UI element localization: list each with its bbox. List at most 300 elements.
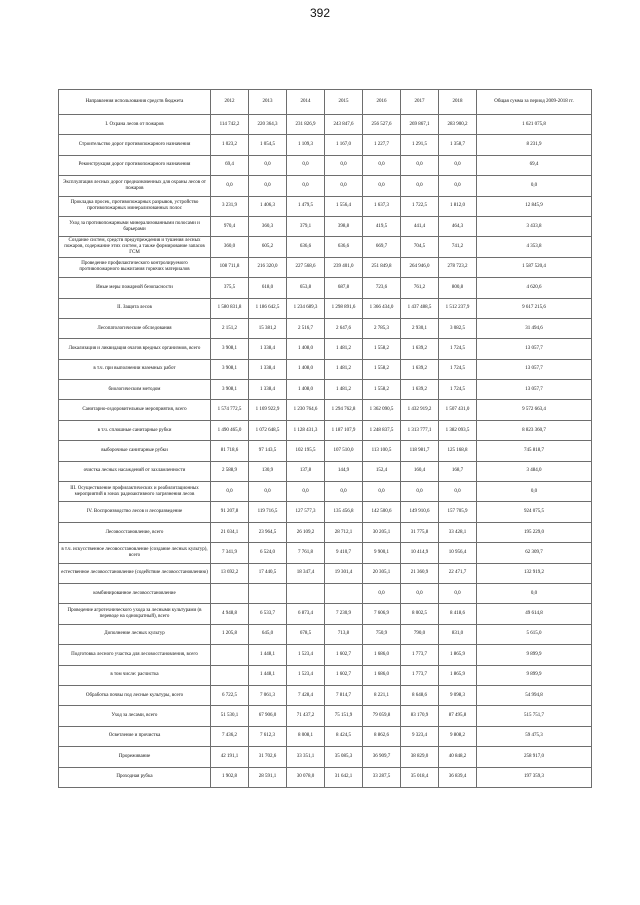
value-cell: 144,9: [325, 461, 363, 481]
value-cell: 1 812,0: [439, 196, 477, 216]
value-cell: 2 785,3: [363, 318, 401, 338]
value-cell: 0,0: [401, 482, 439, 502]
value-cell: 9 410,7: [325, 543, 363, 563]
value-cell: 8 424,5: [325, 726, 363, 746]
value-cell: 149 910,6: [401, 502, 439, 522]
value-cell: 7 606,9: [363, 604, 401, 624]
value-cell: 20 305,1: [363, 563, 401, 583]
value-cell: 636,6: [325, 237, 363, 257]
value-cell: 1 865,9: [439, 645, 477, 665]
value-cell: 1 558,2: [363, 359, 401, 379]
row-label-cell: Подготовка лесного участка для лесовосстановления, всего: [59, 645, 211, 665]
value-cell: 40 848,2: [439, 747, 477, 767]
value-cell: 8 418,6: [439, 604, 477, 624]
value-cell: 1 558,2: [363, 380, 401, 400]
value-cell: 8 823 360,7: [477, 420, 592, 440]
value-cell: 28 712,1: [325, 522, 363, 542]
value-cell: 8 008,1: [287, 726, 325, 746]
value-cell: 13 057,7: [477, 359, 592, 379]
value-cell: 1 558,2: [363, 339, 401, 359]
row-label-cell: Прокладка просек, противопожарных разрывов, устройство противопожарных минерализованных полос: [59, 196, 211, 216]
value-cell: 8 862,6: [363, 726, 401, 746]
value-cell: 1 865,9: [439, 665, 477, 685]
value-cell: 1 248 837,5: [363, 420, 401, 440]
value-cell: 71 437,2: [287, 706, 325, 726]
value-cell: 42 191,1: [211, 747, 249, 767]
value-cell: 741,2: [439, 237, 477, 257]
value-cell: 0,0: [401, 176, 439, 196]
value-cell: 379,1: [287, 216, 325, 236]
value-cell: [325, 583, 363, 603]
value-cell: 1 773,7: [401, 645, 439, 665]
value-cell: 216 320,0: [249, 257, 287, 277]
table-row: [59, 665, 592, 685]
value-cell: 33 428,1: [439, 522, 477, 542]
value-cell: 398,8: [325, 216, 363, 236]
value-cell: 0,0: [249, 482, 287, 502]
table-row: [59, 726, 592, 746]
value-cell: 1 408,0: [287, 359, 325, 379]
value-cell: 0,0: [287, 155, 325, 175]
value-cell: 1 186 642,5: [249, 298, 287, 318]
column-header-direction: Направления использования средств бюджета: [59, 90, 211, 115]
value-cell: 1 724,5: [439, 339, 477, 359]
value-cell: 2 151,2: [211, 318, 249, 338]
value-cell: 13 057,7: [477, 380, 592, 400]
value-cell: [249, 583, 287, 603]
value-cell: 1 639,2: [401, 380, 439, 400]
value-cell: 0,0: [439, 155, 477, 175]
table-row: [59, 339, 592, 359]
value-cell: 1 366 434,0: [363, 298, 401, 318]
row-label-cell: Санитарно-оздоровительные мероприятия, всего: [59, 400, 211, 420]
table-row: [59, 522, 592, 542]
value-cell: 30 205,1: [363, 522, 401, 542]
value-cell: 132 919,2: [477, 563, 592, 583]
value-cell: 687,8: [325, 278, 363, 298]
value-cell: 9 323,4: [401, 726, 439, 746]
value-cell: 750,9: [363, 624, 401, 644]
value-cell: 227 568,6: [287, 257, 325, 277]
value-cell: 119 716,5: [249, 502, 287, 522]
value-cell: 645,0: [249, 624, 287, 644]
value-cell: 135 456,8: [325, 502, 363, 522]
value-cell: 1 169 922,9: [249, 400, 287, 420]
value-cell: 0,0: [439, 176, 477, 196]
value-cell: 1 109,3: [287, 135, 325, 155]
value-cell: 102 195,5: [287, 441, 325, 461]
table-row: [59, 155, 592, 175]
value-cell: 1 187 107,9: [325, 420, 363, 440]
value-cell: 0,0: [249, 155, 287, 175]
value-cell: 1 448,1: [249, 645, 287, 665]
value-cell: 618,0: [249, 278, 287, 298]
value-cell: 0,0: [439, 482, 477, 502]
value-cell: 142 500,6: [363, 502, 401, 522]
value-cell: 59 475,3: [477, 726, 592, 746]
page-number: 392: [309, 6, 331, 20]
value-cell: 7 761,8: [287, 543, 325, 563]
value-cell: 36 839,4: [439, 767, 477, 787]
value-cell: 33 351,1: [287, 747, 325, 767]
value-cell: 10 956,4: [439, 543, 477, 563]
table-row: [59, 706, 592, 726]
value-cell: 9 899,9: [477, 665, 592, 685]
value-cell: 831,0: [439, 624, 477, 644]
table-row: [59, 502, 592, 522]
table-row: [59, 604, 592, 624]
value-cell: 0,0: [401, 583, 439, 603]
table-row: [59, 420, 592, 440]
value-cell: 17 440,5: [249, 563, 287, 583]
value-cell: 1 432 919,2: [401, 400, 439, 420]
table-row: [59, 624, 592, 644]
value-cell: 3 908,1: [211, 380, 249, 400]
row-label-cell: естественное лесовосстановление (содействие лесовосстановлению): [59, 563, 211, 583]
value-cell: 97 143,5: [249, 441, 287, 461]
table-row: [59, 196, 592, 216]
value-cell: 62 309,7: [477, 543, 592, 563]
table-row: [59, 583, 592, 603]
value-cell: 0,0: [477, 482, 592, 502]
value-cell: 7 230,9: [325, 604, 363, 624]
row-label-cell: Обработка почвы под лесные культуры, всего: [59, 685, 211, 705]
value-cell: 515 751,7: [477, 706, 592, 726]
value-cell: 36 909,7: [363, 747, 401, 767]
value-cell: 970,4: [211, 216, 249, 236]
value-cell: 464,3: [439, 216, 477, 236]
value-cell: 4 353,8: [477, 237, 592, 257]
value-cell: 1 637,3: [363, 196, 401, 216]
value-cell: 49 614,8: [477, 604, 592, 624]
value-cell: 83 170,9: [401, 706, 439, 726]
value-cell: 7 612,3: [249, 726, 287, 746]
table-row: [59, 359, 592, 379]
value-cell: 0,0: [363, 155, 401, 175]
row-label-cell: в т.ч. искусственное лесовосстановление (создание лесных культур), всего: [59, 543, 211, 563]
value-cell: 15 381,2: [249, 318, 287, 338]
value-cell: 1 358,7: [439, 135, 477, 155]
value-cell: 3 433,8: [477, 216, 592, 236]
value-cell: 0,0: [287, 176, 325, 196]
table-row: [59, 318, 592, 338]
value-cell: 75 151,9: [325, 706, 363, 726]
column-header-year: 2012: [211, 90, 249, 115]
value-cell: 1 523,4: [287, 645, 325, 665]
column-header-year: 2015: [325, 90, 363, 115]
value-cell: 800,8: [439, 278, 477, 298]
value-cell: 1 587 520,4: [477, 257, 592, 277]
value-cell: 137,8: [287, 461, 325, 481]
value-cell: 3 231,9: [211, 196, 249, 216]
value-cell: 10 414,9: [401, 543, 439, 563]
value-cell: [287, 583, 325, 603]
value-cell: 745 818,7: [477, 441, 592, 461]
row-label-cell: биологическим методом: [59, 380, 211, 400]
value-cell: 0,0: [211, 482, 249, 502]
value-cell: 13 692,2: [211, 563, 249, 583]
value-cell: 197 359,3: [477, 767, 592, 787]
value-cell: 12 845,9: [477, 196, 592, 216]
table-row: [59, 380, 592, 400]
value-cell: 1 686,0: [363, 665, 401, 685]
value-cell: 8 002,5: [401, 604, 439, 624]
value-cell: 9 572 663,4: [477, 400, 592, 420]
value-cell: 251 849,8: [363, 257, 401, 277]
value-cell: 790,0: [401, 624, 439, 644]
value-cell: 6 533,7: [249, 604, 287, 624]
row-label-cell: Реконструкция дорог противопожарного назначения: [59, 155, 211, 175]
value-cell: 1 602,7: [325, 665, 363, 685]
value-cell: 1 724,5: [439, 359, 477, 379]
row-label-cell: III. Осуществление профилактических и реабилитационных мероприятий в зонах радиоактивного загрязнения лесов: [59, 482, 211, 502]
value-cell: 1 523,4: [287, 665, 325, 685]
value-cell: 1 362 090,5: [363, 400, 401, 420]
value-cell: 35 018,4: [401, 767, 439, 787]
table-row: [59, 482, 592, 502]
value-cell: 1 490 465,0: [211, 420, 249, 440]
table-row: [59, 257, 592, 277]
value-cell: 269 867,1: [401, 115, 439, 135]
value-cell: 1 406,3: [249, 196, 287, 216]
value-cell: 1 639,2: [401, 359, 439, 379]
value-cell: 3 908,1: [211, 359, 249, 379]
value-cell: 108 711,8: [211, 257, 249, 277]
value-cell: 21 360,9: [401, 563, 439, 583]
column-header-total: Общая сумма за период 2009-2018 гг.: [477, 90, 592, 115]
value-cell: 1 580 831,8: [211, 298, 249, 318]
table-row: [59, 461, 592, 481]
value-cell: 0,0: [401, 155, 439, 175]
table-row: [59, 176, 592, 196]
value-cell: 79 059,8: [363, 706, 401, 726]
table-header-row: [59, 90, 592, 115]
value-cell: 0,0: [211, 176, 249, 196]
value-cell: 2 930,1: [401, 318, 439, 338]
value-cell: 160,4: [401, 461, 439, 481]
value-cell: 13 057,7: [477, 339, 592, 359]
value-cell: 1 382 093,5: [439, 420, 477, 440]
value-cell: 67 906,0: [249, 706, 287, 726]
row-label-cell: Проведение профилактического контролируемого противопожарного выжигания горючих материалов: [59, 257, 211, 277]
row-label-cell: Уход за противопожарными минерализованными полосами и барьерами: [59, 216, 211, 236]
row-label-cell: Проходная рубка: [59, 767, 211, 787]
value-cell: 6 722,5: [211, 685, 249, 705]
row-label-cell: очистка лесных насаждений от захламленности: [59, 461, 211, 481]
value-cell: 1 338,4: [249, 380, 287, 400]
value-cell: 1 724,5: [439, 380, 477, 400]
value-cell: 0,0: [363, 176, 401, 196]
value-cell: 3 082,5: [439, 318, 477, 338]
value-cell: 9 617 215,6: [477, 298, 592, 318]
value-cell: 2 588,9: [211, 461, 249, 481]
value-cell: 26 109,2: [287, 522, 325, 542]
value-cell: 0,0: [439, 583, 477, 603]
value-cell: 1 072 648,5: [249, 420, 287, 440]
row-label-cell: комбинированное лесовосстановление: [59, 583, 211, 603]
value-cell: 3 484,0: [477, 461, 592, 481]
value-cell: 18 347,4: [287, 563, 325, 583]
value-cell: 0,0: [325, 176, 363, 196]
value-cell: 1 479,5: [287, 196, 325, 216]
value-cell: 0,0: [477, 176, 592, 196]
value-cell: 168,7: [439, 461, 477, 481]
value-cell: 1 481,2: [325, 339, 363, 359]
value-cell: 23 964,5: [249, 522, 287, 542]
budget-table: [58, 89, 592, 788]
value-cell: 678,5: [287, 624, 325, 644]
table-body: [59, 115, 592, 788]
value-cell: 1 621 075,8: [477, 115, 592, 135]
row-label-cell: Уход за лесами, всего: [59, 706, 211, 726]
value-cell: 7 341,9: [211, 543, 249, 563]
value-cell: 33 287,5: [363, 767, 401, 787]
value-cell: 1 408,0: [287, 380, 325, 400]
value-cell: 35 085,3: [325, 747, 363, 767]
value-cell: 9 899,9: [477, 645, 592, 665]
row-label-cell: Осветление и прочистка: [59, 726, 211, 746]
table-row: [59, 747, 592, 767]
value-cell: 8 648,6: [401, 685, 439, 705]
value-cell: 1 437 488,5: [401, 298, 439, 318]
row-label-cell: Прореживание: [59, 747, 211, 767]
value-cell: 114 742,2: [211, 115, 249, 135]
value-cell: 19 301,4: [325, 563, 363, 583]
value-cell: 1 722,5: [401, 196, 439, 216]
value-cell: 1 602,7: [325, 645, 363, 665]
row-label-cell: Эксплуатация лесных дорог предназначенных для охраны лесов от пожаров: [59, 176, 211, 196]
value-cell: 0,0: [477, 583, 592, 603]
value-cell: 1 902,8: [211, 767, 249, 787]
value-cell: 924 075,5: [477, 502, 592, 522]
value-cell: 2 516,7: [287, 318, 325, 338]
value-cell: 1 128 431,3: [287, 420, 325, 440]
value-cell: 9 900,1: [363, 543, 401, 563]
value-cell: [211, 583, 249, 603]
column-header-year: 2013: [249, 90, 287, 115]
value-cell: 9 098,3: [439, 685, 477, 705]
value-cell: 9 808,2: [439, 726, 477, 746]
value-cell: 1 408,0: [287, 339, 325, 359]
row-label-cell: в т.ч. сплошные санитарные рубки: [59, 420, 211, 440]
value-cell: 1 234 689,3: [287, 298, 325, 318]
value-cell: 6 524,0: [249, 543, 287, 563]
row-label-cell: Лесопатологические обследования: [59, 318, 211, 338]
value-cell: 220 364,3: [249, 115, 287, 135]
value-cell: 1 205,8: [211, 624, 249, 644]
value-cell: 375,5: [211, 278, 249, 298]
row-label-cell: Лесовосстановление, всего: [59, 522, 211, 542]
value-cell: 3 908,1: [211, 339, 249, 359]
row-label-cell: Создание систем, средств предупреждения и тушения лесных пожаров, содержание этих систем, а также формирование запасов ГСМ: [59, 237, 211, 257]
column-header-year: 2017: [401, 90, 439, 115]
value-cell: 69,4: [211, 155, 249, 175]
row-label-cell: Проведение агротехнического ухода за лесными культурами (в переводе на однократный), всего: [59, 604, 211, 624]
value-cell: 51 530,1: [211, 706, 249, 726]
value-cell: 264 946,0: [401, 257, 439, 277]
value-cell: 1 291,5: [401, 135, 439, 155]
table-row: [59, 115, 592, 135]
value-cell: 283 900,2: [439, 115, 477, 135]
value-cell: 7 814,7: [325, 685, 363, 705]
column-header-year: 2016: [363, 90, 401, 115]
table-row: [59, 645, 592, 665]
value-cell: 0,0: [325, 155, 363, 175]
table-row: [59, 685, 592, 705]
value-cell: 1 448,1: [249, 665, 287, 685]
row-label-cell: I. Охрана лесов от пожаров: [59, 115, 211, 135]
value-cell: 81 718,6: [211, 441, 249, 461]
value-cell: 127 577,3: [287, 502, 325, 522]
value-cell: 152,4: [363, 461, 401, 481]
table-row: [59, 563, 592, 583]
value-cell: 1 512 237,9: [439, 298, 477, 318]
value-cell: 419,5: [363, 216, 401, 236]
row-label-cell: IV. Воспроизводство лесов и лесоразведение: [59, 502, 211, 522]
row-label-cell: Дополнение лесных культур: [59, 624, 211, 644]
value-cell: 21 034,1: [211, 522, 249, 542]
value-cell: 30 078,0: [287, 767, 325, 787]
column-header-year: 2018: [439, 90, 477, 115]
row-label-cell: выборочные санитарные рубки: [59, 441, 211, 461]
value-cell: 8 221,1: [363, 685, 401, 705]
value-cell: 118 981,7: [401, 441, 439, 461]
value-cell: 31 702,6: [249, 747, 287, 767]
value-cell: 1 481,2: [325, 380, 363, 400]
value-cell: 231 826,9: [287, 115, 325, 135]
value-cell: 636,6: [287, 237, 325, 257]
value-cell: 38 829,0: [401, 747, 439, 767]
value-cell: 1 338,4: [249, 339, 287, 359]
value-cell: 125 168,8: [439, 441, 477, 461]
value-cell: 113 100,5: [363, 441, 401, 461]
value-cell: 239 401,0: [325, 257, 363, 277]
value-cell: 0,0: [363, 482, 401, 502]
value-cell: 0,0: [287, 482, 325, 502]
value-cell: 761,2: [401, 278, 439, 298]
value-cell: 1 054,5: [249, 135, 287, 155]
value-cell: 7 428,4: [287, 685, 325, 705]
value-cell: 1 023,2: [211, 135, 249, 155]
value-cell: 91 207,8: [211, 502, 249, 522]
table-row: [59, 543, 592, 563]
value-cell: 1 507 431,0: [439, 400, 477, 420]
value-cell: 31 494,6: [477, 318, 592, 338]
value-cell: 157 705,9: [439, 502, 477, 522]
value-cell: 1 294 762,8: [325, 400, 363, 420]
table-row: [59, 216, 592, 236]
value-cell: 195 229,0: [477, 522, 592, 542]
value-cell: 8 231,9: [477, 135, 592, 155]
value-cell: 441,4: [401, 216, 439, 236]
value-cell: 0,0: [249, 176, 287, 196]
value-cell: 1 167,0: [325, 135, 363, 155]
value-cell: 6 873,4: [287, 604, 325, 624]
value-cell: [211, 665, 249, 685]
table-row: [59, 135, 592, 155]
value-cell: 243 847,6: [325, 115, 363, 135]
value-cell: 5 615,0: [477, 624, 592, 644]
value-cell: 22 471,7: [439, 563, 477, 583]
row-label-cell: в том числе: расчистка: [59, 665, 211, 685]
value-cell: 130,9: [249, 461, 287, 481]
value-cell: 28 591,1: [249, 767, 287, 787]
value-cell: 69,4: [477, 155, 592, 175]
value-cell: 723,6: [363, 278, 401, 298]
value-cell: 1 298 891,6: [325, 298, 363, 318]
value-cell: 1 574 772,5: [211, 400, 249, 420]
table-row: [59, 278, 592, 298]
